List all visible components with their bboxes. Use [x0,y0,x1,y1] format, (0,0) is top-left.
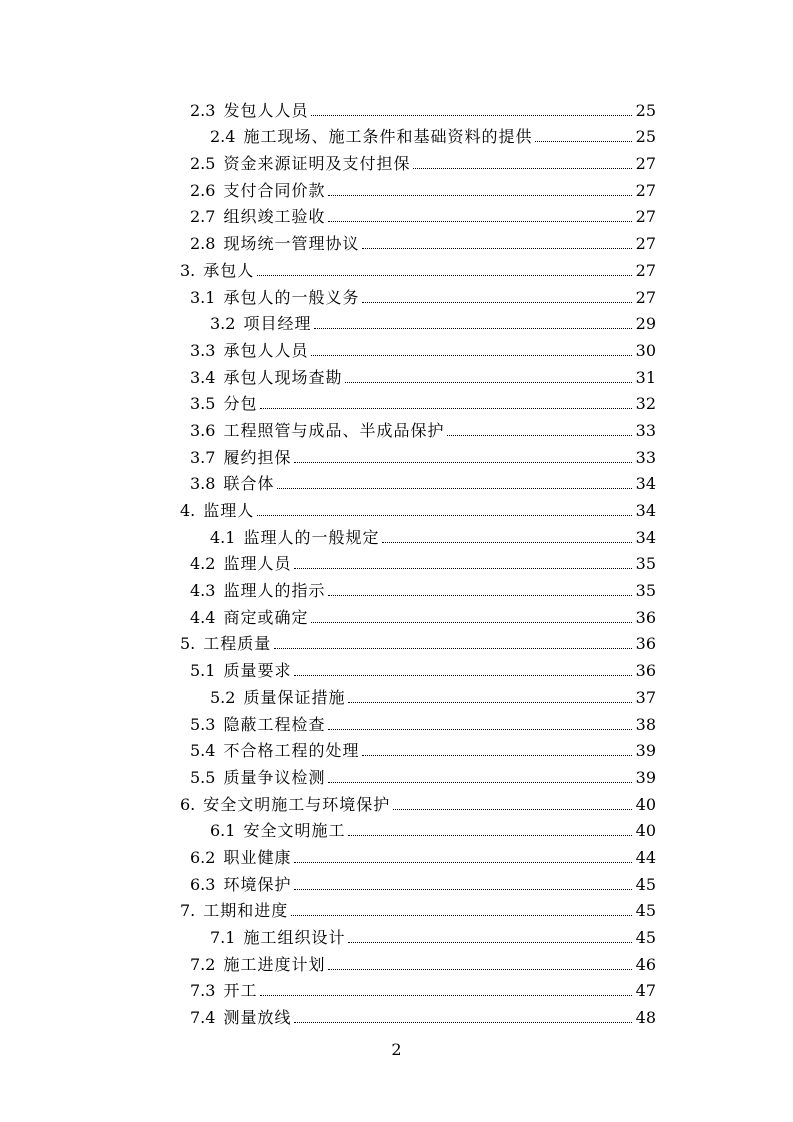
toc-entry-number: 7.3 [190,981,216,1001]
toc-entry-title: 质量要求 [223,661,292,681]
toc-entry-number: 4. [180,501,196,520]
toc-entry-page: 39 [635,741,656,761]
dot-leader [413,168,632,169]
toc-entry[interactable] [0,897,656,924]
toc-entry-title: 监理人的一般规定 [243,527,380,547]
toc-entry-page: 27 [635,154,656,174]
toc-entry-page: 45 [635,874,656,894]
toc-entry[interactable] [0,443,656,470]
toc-entry-title: 监理人员 [223,554,292,574]
toc-entry-title: 安全文明施工 [243,821,346,841]
toc-entry-title: 承包人人员 [223,340,309,360]
toc-entry[interactable] [0,923,656,950]
toc-entry[interactable] [0,950,656,977]
toc-entry-page: 34 [635,474,656,494]
toc-entry-page: 35 [635,554,656,574]
toc-entry-title: 开工 [223,981,258,1001]
toc-entry-title: 测量放线 [223,1008,292,1028]
toc-entry-page: 25 [635,100,656,120]
toc-entry-page: 29 [635,314,656,334]
dot-leader [311,355,632,356]
toc-entry-page: 48 [635,1008,656,1028]
toc-entry-page: 35 [635,581,656,601]
dot-leader [260,995,632,996]
toc-entry[interactable] [0,310,656,337]
toc-entry-number: 6. [180,794,196,814]
toc-entry-number: 6.1 [210,821,236,841]
toc-entry-page: 27 [635,260,656,280]
table-of-contents [0,96,793,1030]
dot-leader [328,782,632,783]
toc-entry-number: 5.5 [190,767,216,787]
toc-entry-page: 34 [635,527,656,547]
toc-entry-title: 隐蔽工程检查 [223,714,326,734]
toc-entry-page: 32 [635,394,656,414]
toc-entry-page: 25 [635,127,656,147]
dot-leader [274,648,632,649]
toc-entry[interactable] [0,763,656,790]
toc-entry[interactable] [0,576,656,603]
toc-entry-page: 36 [635,634,656,654]
toc-entry-title: 质量保证措施 [243,687,346,707]
toc-entry-page: 45 [635,928,656,947]
toc-entry-title: 工程照管与成品、半成品保护 [223,420,445,440]
toc-entry[interactable] [0,203,656,230]
toc-entry-page: 33 [635,447,656,467]
toc-entry-number: 3.8 [190,474,216,494]
toc-entry-title: 分包 [223,394,258,414]
dot-leader [311,622,632,623]
toc-entry-number: 7.4 [190,1008,216,1028]
dot-leader [447,435,632,436]
toc-entry-number: 7.2 [190,954,216,974]
dot-leader [362,755,632,756]
dot-leader [260,408,632,409]
dot-leader [328,595,632,596]
toc-entry[interactable] [0,630,656,657]
dot-leader [393,809,632,810]
dot-leader [257,515,632,516]
toc-entry-number: 5.1 [190,661,216,681]
toc-entry[interactable] [0,470,656,497]
toc-entry-title: 承包人 [203,260,255,280]
toc-entry[interactable] [0,123,656,150]
toc-entry-page: 36 [635,661,656,681]
toc-entry-number: 2.3 [190,100,216,120]
toc-entry-number: 6.2 [190,847,216,867]
toc-entry-title: 项目经理 [243,314,312,334]
toc-entry[interactable] [0,96,656,123]
toc-entry-title: 施工组织设计 [243,928,346,947]
toc-entry[interactable] [0,363,656,390]
toc-entry[interactable] [0,496,656,523]
dot-leader [382,542,632,543]
toc-entry-number: 5. [180,634,196,654]
toc-entry-title: 监理人的指示 [223,581,326,601]
toc-entry-title: 承包人的一般义务 [223,287,360,307]
toc-entry-number: 7.1 [210,928,236,947]
toc-entry-number: 7. [180,901,196,921]
toc-entry-number: 4.4 [190,607,216,627]
toc-entry-number: 2.7 [190,207,216,227]
toc-entry-title: 职业健康 [223,847,292,867]
toc-entry[interactable] [0,283,656,310]
toc-entry-page: 31 [635,367,656,387]
toc-entry-number: 2.5 [190,154,216,174]
toc-entry[interactable] [0,870,656,897]
toc-entry[interactable] [0,390,656,417]
dot-leader [311,115,632,116]
toc-entry-page: 34 [635,501,656,520]
dot-leader [328,969,632,970]
toc-entry[interactable] [0,977,656,1004]
dot-leader [294,568,632,569]
toc-entry-page: 40 [635,821,656,841]
toc-entry-title: 质量争议检测 [223,767,326,787]
dot-leader [348,942,632,943]
toc-entry-page: 45 [635,901,656,921]
dot-leader [314,328,632,329]
toc-entry-number: 3.4 [190,367,216,387]
dot-leader [348,702,632,703]
toc-entry-number: 4.1 [210,527,236,547]
dot-leader [362,248,632,249]
toc-entry-title: 承包人现场查勘 [223,367,343,387]
toc-entry-page: 30 [635,340,656,360]
toc-entry-page: 36 [635,607,656,627]
dot-leader [277,488,632,489]
toc-entry-number: 4.3 [190,581,216,601]
toc-entry-title: 组织竣工验收 [223,207,326,227]
toc-entry[interactable] [0,817,656,844]
toc-entry-number: 3.6 [190,420,216,440]
toc-entry[interactable] [0,710,656,737]
toc-entry-page: 27 [635,234,656,254]
toc-entry-page: 33 [635,420,656,440]
toc-entry[interactable] [0,843,656,870]
toc-entry[interactable] [0,790,656,817]
toc-entry[interactable] [0,737,656,764]
toc-entry[interactable] [0,229,656,256]
toc-entry[interactable] [0,550,656,577]
toc-entry-page: 27 [635,180,656,200]
toc-entry-title: 安全文明施工与环境保护 [203,794,391,814]
toc-entry-title: 施工进度计划 [223,954,326,974]
toc-entry-page: 27 [635,207,656,227]
toc-entry-number: 3.2 [210,314,236,334]
toc-entry-number: 5.2 [210,687,236,707]
dot-leader [535,141,632,142]
toc-entry-title: 发包人人员 [223,100,309,120]
toc-entry-number: 2.6 [190,180,216,200]
toc-entry[interactable] [0,656,656,683]
toc-entry-title: 履约担保 [223,447,292,467]
toc-entry-title: 不合格工程的处理 [223,741,360,761]
dot-leader [294,675,632,676]
dot-leader [294,889,632,890]
toc-entry[interactable] [0,523,656,550]
toc-entry-page: 44 [635,847,656,867]
toc-entry-number: 4.2 [190,554,216,574]
toc-entry-number: 3.3 [190,340,216,360]
toc-entry[interactable] [0,336,656,363]
toc-entry-number: 5.4 [190,741,216,761]
toc-entry-page: 37 [635,687,656,707]
toc-entry-number: 3.7 [190,447,216,467]
toc-entry[interactable] [0,683,656,710]
toc-entry-number: 2.8 [190,234,216,254]
toc-entry-title: 监理人 [203,501,255,520]
page-number: 2 [391,1040,402,1059]
toc-entry[interactable] [0,176,656,203]
toc-entry-title: 商定或确定 [223,607,309,627]
toc-entry-number: 6.3 [190,874,216,894]
dot-leader [294,1022,632,1023]
toc-entry[interactable] [0,149,656,176]
toc-entry[interactable] [0,1003,656,1030]
toc-entry-title: 支付合同价款 [223,180,326,200]
toc-entry-page: 46 [635,954,656,974]
toc-entry-number: 3.5 [190,394,216,414]
dot-leader [294,862,632,863]
toc-entry-title: 工期和进度 [203,901,289,921]
toc-entry-page: 39 [635,767,656,787]
dot-leader [291,915,632,916]
dot-leader [257,275,632,276]
dot-leader [348,835,632,836]
toc-entry-title: 工程质量 [203,634,272,654]
dot-leader [362,302,632,303]
toc-entry-title: 现场统一管理协议 [223,234,360,254]
toc-entry-title: 环境保护 [223,874,292,894]
toc-entry-number: 5.3 [190,714,216,734]
dot-leader [345,382,632,383]
toc-entry-title: 联合体 [223,474,275,494]
toc-entry-number: 3.1 [190,287,216,307]
toc-entry[interactable] [0,603,656,630]
toc-entry[interactable] [0,416,656,443]
toc-entry-number: 3. [180,260,196,280]
toc-entry[interactable] [0,256,656,283]
toc-entry-title: 资金来源证明及支付担保 [223,154,411,174]
dot-leader [328,195,632,196]
toc-entry-page: 47 [635,981,656,1001]
toc-entry-page: 40 [635,794,656,814]
dot-leader [294,462,632,463]
toc-entry-page: 38 [635,714,656,734]
toc-entry-page: 27 [635,287,656,307]
toc-entry-title: 施工现场、施工条件和基础资料的提供 [243,127,533,147]
dot-leader [328,729,632,730]
toc-entry-number: 2.4 [210,127,236,147]
dot-leader [328,221,632,222]
